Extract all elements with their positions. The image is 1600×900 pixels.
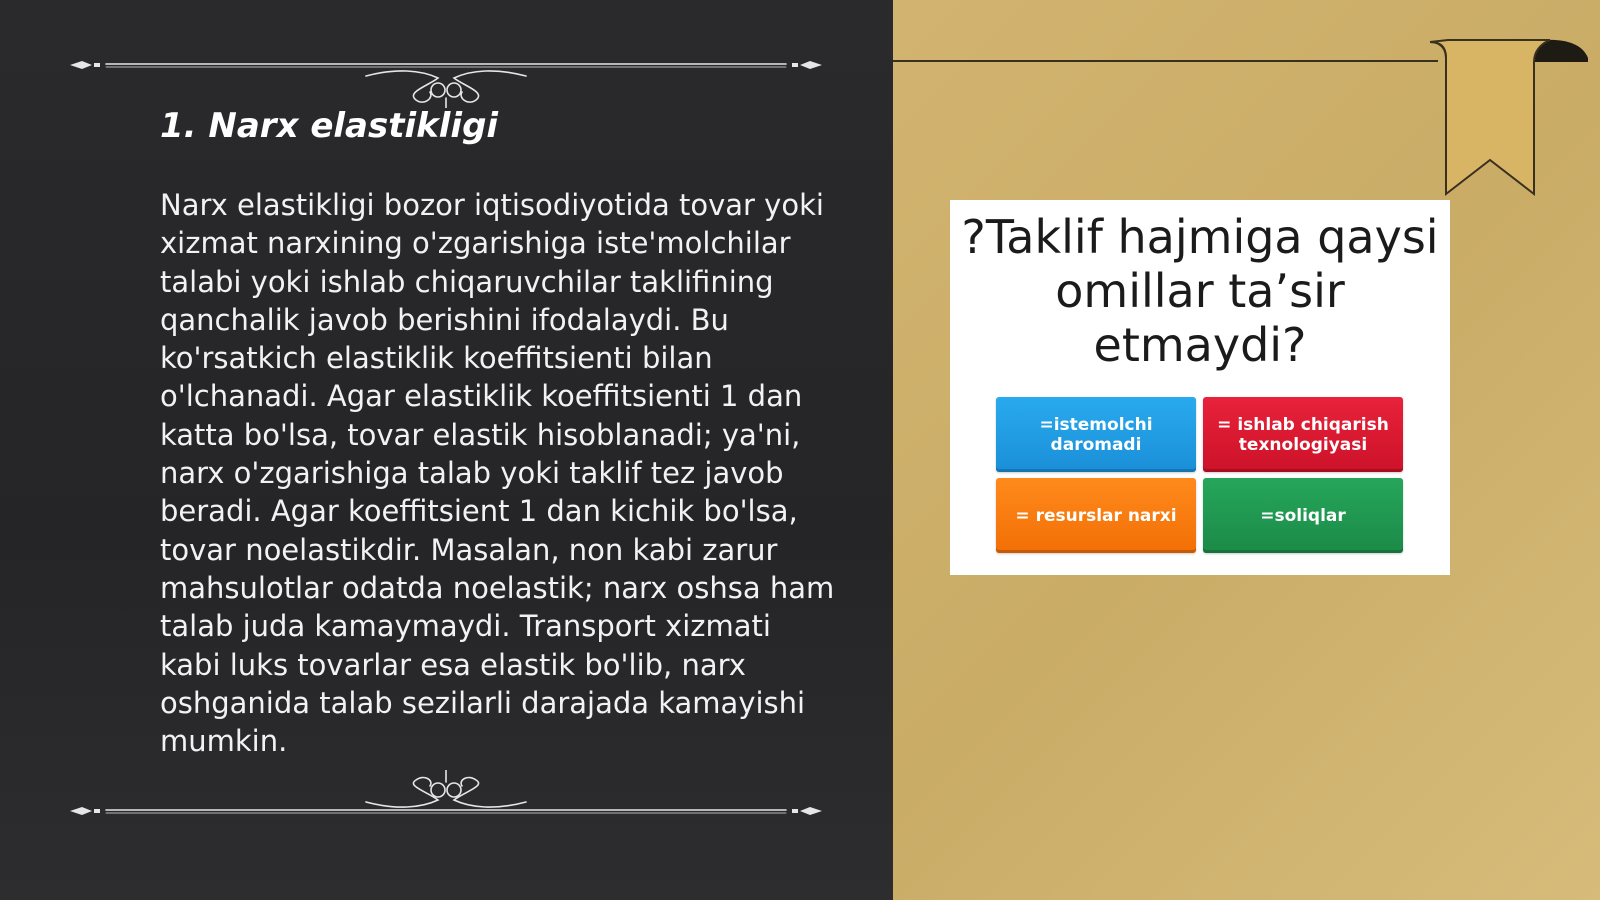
answer-option-label: =soliqlar [1260, 505, 1346, 526]
answer-option-1[interactable] [996, 397, 1196, 472]
answer-option-2[interactable] [1203, 397, 1403, 472]
quiz-card [950, 200, 1450, 575]
answer-option-label: = ishlab chiqarish texnologiyasi [1217, 414, 1389, 455]
answer-option-label: =istemolchi daromadi [1039, 414, 1153, 455]
quiz-question: ?Taklif hajmiga qaysi omillar ta’sir etmaydi? [961, 210, 1439, 372]
ornamental-divider-bottom-icon [66, 770, 826, 830]
answer-option-3[interactable] [996, 478, 1196, 553]
bookmark-ribbon-icon [1430, 34, 1595, 204]
slide-body-text: Narx elastikligi bozor iqtisodiyotida tovar yoki xizmat narxining o'zgarishiga iste'molchilar talabi yoki ishlab chiqaruvchilar taklifining qanchalik javob berishini ifodalaydi. Bu ko'rsatkich elastiklik koeffitsienti bilan o'lchanadi. Agar elastiklik koeffitsienti 1 dan katta bo'lsa, tovar elastik hisoblanadi; ya'ni, narx o'zgarishiga talab yoki taklif tez javob beradi. Agar koeffitsient 1 dan kichik bo'lsa, tovar noelastikdir. Masalan, non kabi zarur mahsulotlar odatda noelastik; narx oshsa ham talab juda kamaymaydi. Transport xizmati kabi luks tovarlar esa elastik bo'lib, narx oshganida talab sezilarli darajada kamayishi mumkin. [160, 188, 835, 759]
answer-option-4[interactable] [1203, 478, 1403, 553]
slide-title: 1. Narx elastikligi [160, 106, 499, 146]
ornamental-divider-top-icon [66, 48, 826, 108]
answer-option-label: = resurslar narxi [1015, 505, 1177, 526]
top-rule-line [893, 60, 1438, 62]
